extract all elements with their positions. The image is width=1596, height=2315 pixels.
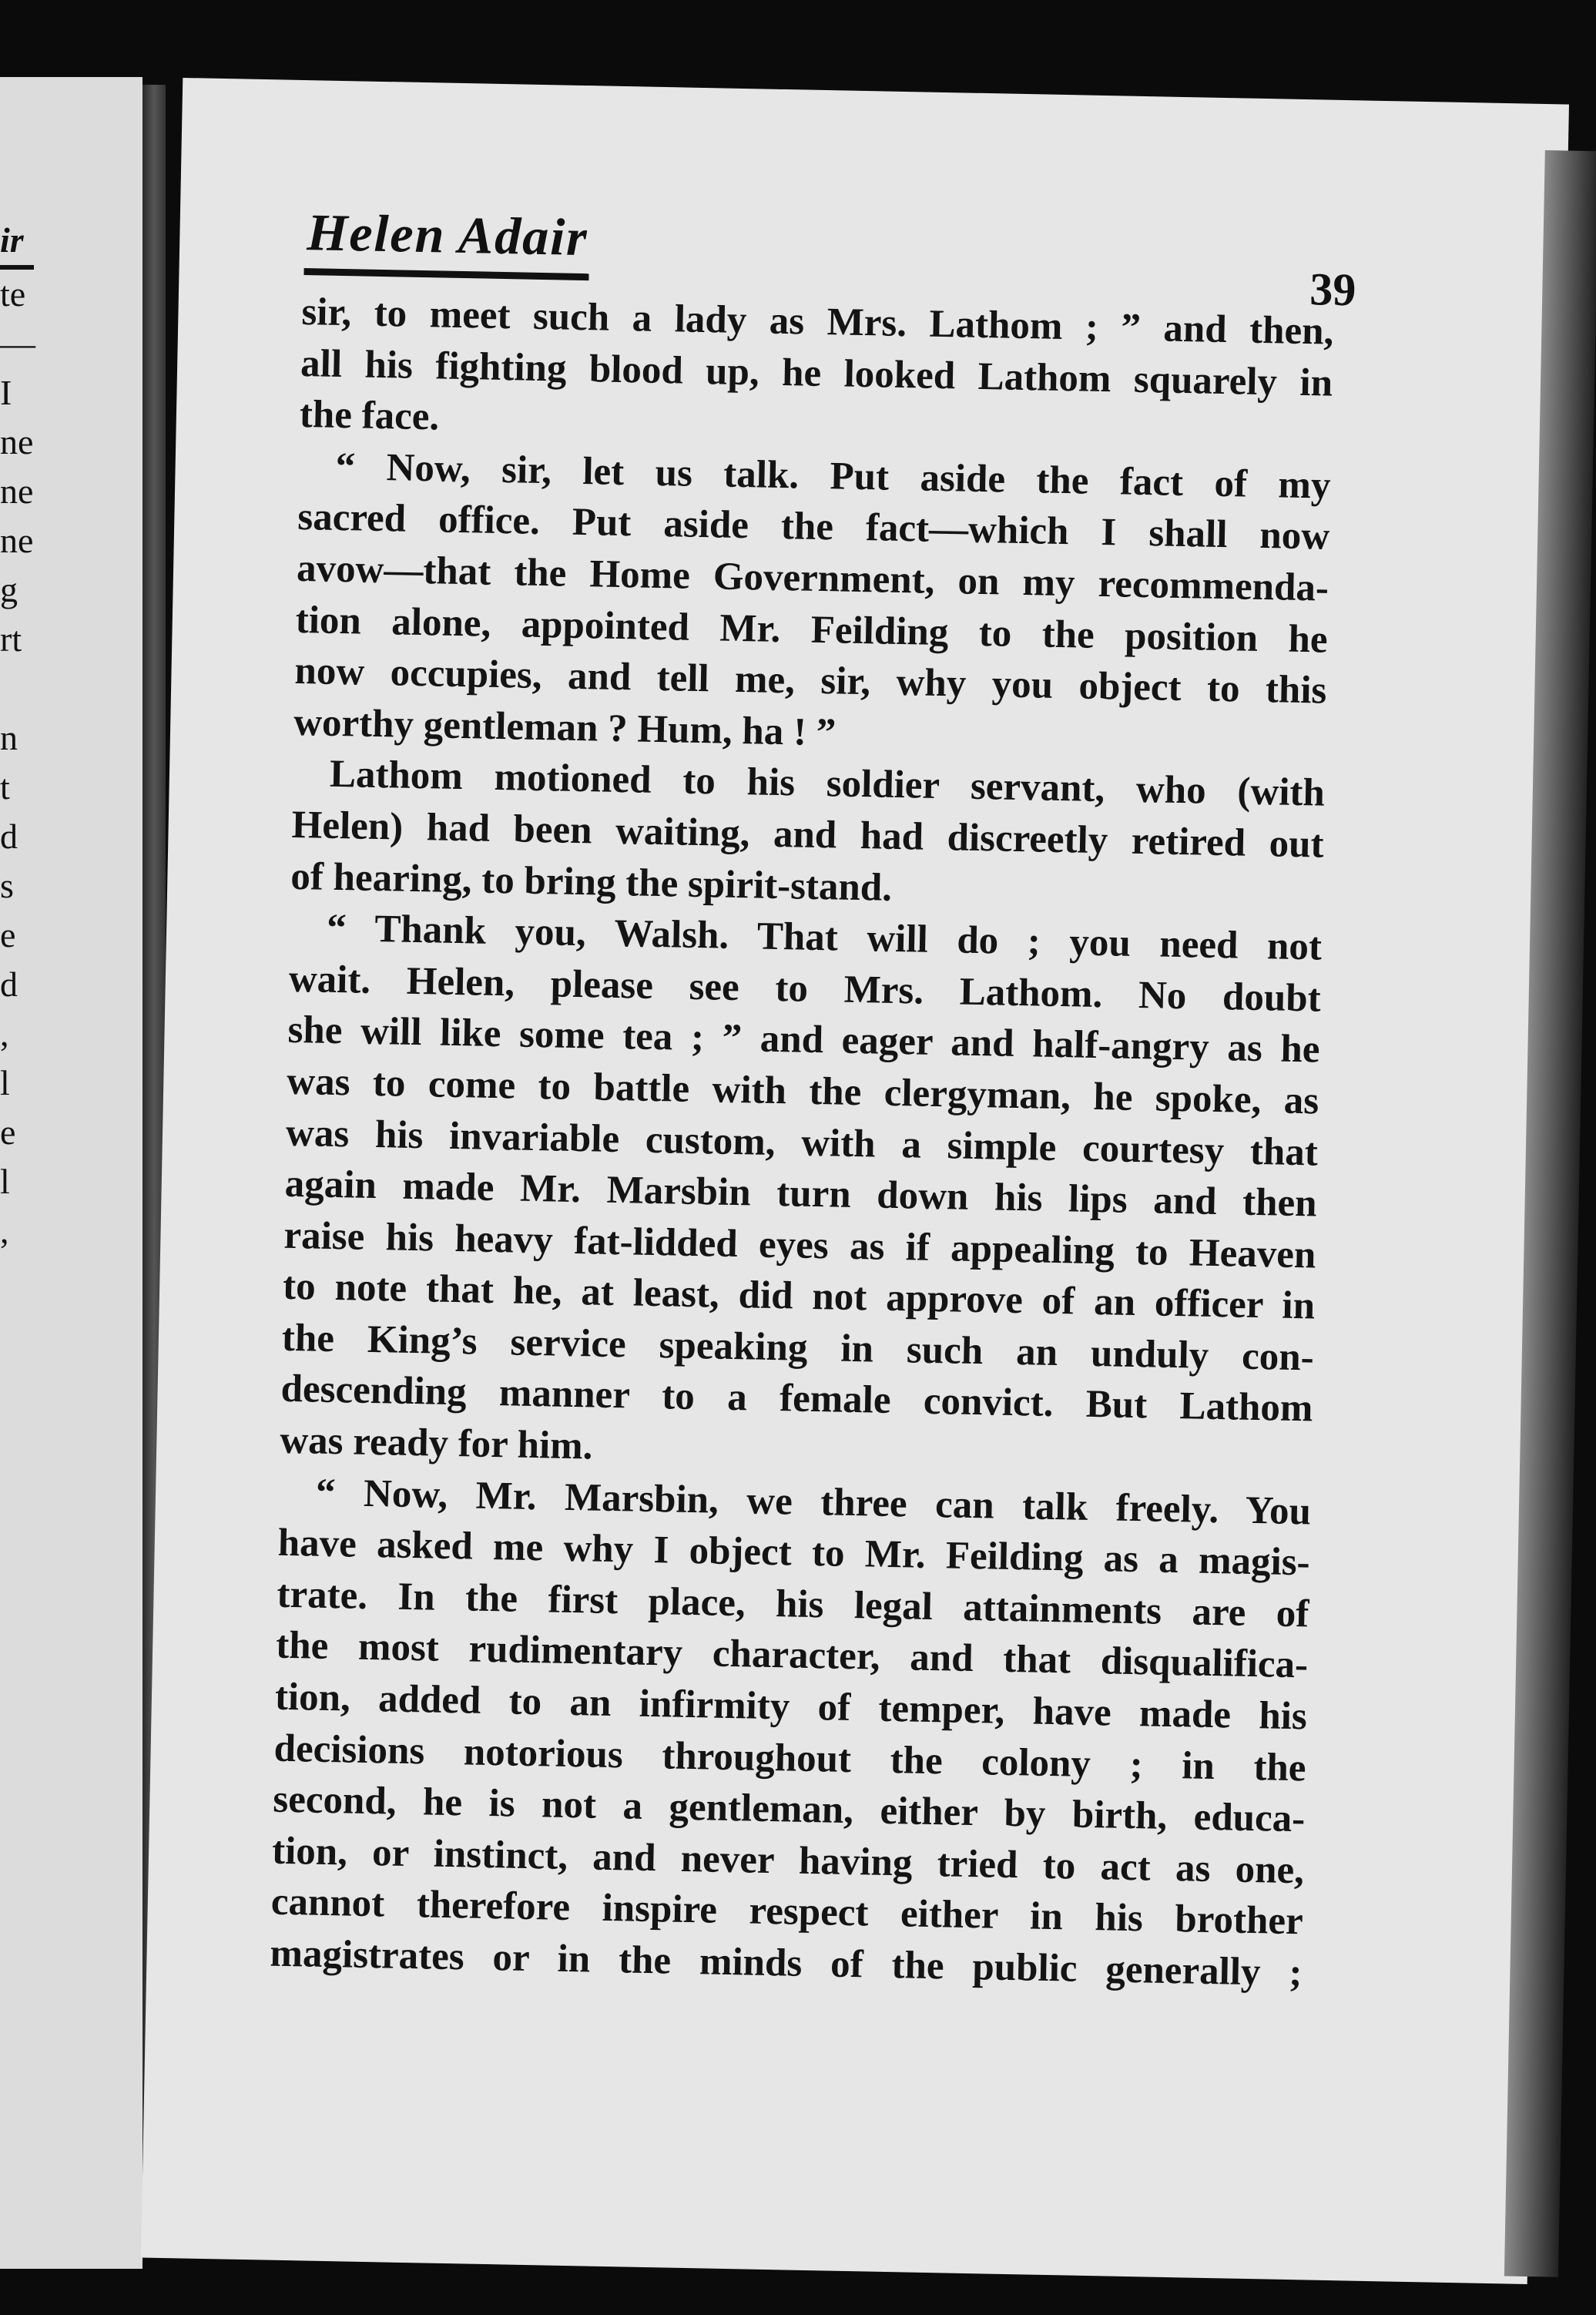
- facing-page-line: e: [0, 915, 16, 955]
- book-page: [141, 78, 1569, 2284]
- text-line: was his invariable custom, with a simple courtesy that: [285, 1111, 1319, 1175]
- facing-page-line: —: [0, 324, 35, 363]
- page-number: 39: [1309, 263, 1356, 316]
- facing-page-line: te: [0, 274, 26, 314]
- text-line: to note that he, at least, did not approve of an officer in: [282, 1265, 1316, 1328]
- facing-page-line: ,: [0, 1014, 9, 1053]
- text-line: descending manner to a female convict. But Lathom: [280, 1367, 1313, 1431]
- text-line: was ready for him.: [279, 1418, 593, 1468]
- text-line: the most rudimentary character, and that disqualifica-: [275, 1624, 1309, 1687]
- text-line: tion alone, appointed Mr. Feilding to the position he: [295, 598, 1329, 662]
- text-line: “ Now, Mr. Marsbin, we three can talk freely. You: [315, 1471, 1312, 1534]
- text-line: she will like some tea ; ” and eager and half-angry as he: [287, 1008, 1320, 1072]
- text-line: raise his heavy fat-lidded eyes as if appealing to Heaven: [283, 1213, 1316, 1277]
- text-line: magistrates or in the minds of the public generally ;: [270, 1931, 1303, 1995]
- text-line: now occupies, and tell me, sir, why you object to this: [294, 649, 1327, 713]
- text-line: Helen) had been waiting, and had discreetly retired out: [291, 803, 1325, 867]
- facing-page-line: s: [0, 866, 14, 905]
- text-line: have asked me why I object to Mr. Feilding as a magis-: [277, 1521, 1311, 1585]
- text-line: the face.: [299, 393, 440, 439]
- text-line: sir, to meet such a lady as Mrs. Lathom ; ” and then,: [300, 290, 1334, 354]
- text-line: worthy gentleman ? Hum, ha ! ”: [293, 700, 837, 755]
- text-line: trate. In the first place, his legal attainments are of: [277, 1572, 1309, 1636]
- facing-page-line: ne: [0, 422, 34, 461]
- running-head: Helen Adair: [306, 203, 589, 267]
- facing-page-line: d: [0, 817, 18, 856]
- text-line: decisions notorious throughout the colony ; in the: [273, 1726, 1307, 1790]
- facing-page-line: ne: [0, 471, 34, 511]
- running-head-rule: [303, 268, 588, 280]
- text-line: wait. Helen, please see to Mrs. Lathom. No doubt: [288, 957, 1322, 1021]
- facing-page-line: t: [0, 767, 10, 807]
- page-edge: [1504, 150, 1596, 2277]
- text-line: of hearing, to bring the spirit-stand.: [290, 854, 893, 910]
- text-line: all his fighting blood up, he looked Lathom squarely in: [300, 341, 1333, 405]
- facing-page-line: g: [0, 570, 18, 609]
- facing-page: [0, 77, 142, 2269]
- text-line: again made Mr. Marsbin turn down his lips and then: [284, 1162, 1318, 1226]
- facing-page-line: d: [0, 965, 18, 1004]
- text-line: tion, added to an infirmity of temper, have made his: [274, 1675, 1308, 1739]
- facing-page-line: l: [0, 1162, 10, 1201]
- text-line: cannot therefore inspire respect either in his brother: [270, 1881, 1304, 1944]
- text-line: “ Thank you, Walsh. That will do ; you need not: [326, 906, 1323, 969]
- facing-page-line: rt: [0, 619, 22, 659]
- text-line: sacred office. Put aside the fact—which I shall now: [297, 495, 1330, 559]
- facing-page-line: l: [0, 1063, 10, 1102]
- body-text: [270, 287, 1334, 1999]
- facing-page-text: [0, 216, 46, 1256]
- text-line: “ Now, sir, let us talk. Put aside the fact of my: [335, 445, 1331, 508]
- facing-page-line: ne: [0, 521, 34, 560]
- text-line: avow—that the Home Government, on my recommenda-: [296, 546, 1329, 610]
- text-line: the King’s service speaking in such an unduly con-: [281, 1316, 1315, 1380]
- text-line: was to come to battle with the clergyman, he spoke, as: [286, 1059, 1319, 1123]
- facing-page-line: I: [0, 373, 12, 412]
- facing-page-line: ,: [0, 1211, 9, 1250]
- facing-page-line: [0, 664, 46, 713]
- text-line: tion, or instinct, and never having tried to act as one,: [271, 1829, 1305, 1893]
- facing-page-running-head: ir: [0, 216, 34, 270]
- text-line: second, he is not a gentleman, either by birth, educa-: [272, 1777, 1306, 1841]
- text-line: Lathom motioned to his soldier servant, who (with: [329, 753, 1326, 815]
- facing-page-line: e: [0, 1112, 16, 1152]
- facing-page-line: n: [0, 718, 18, 757]
